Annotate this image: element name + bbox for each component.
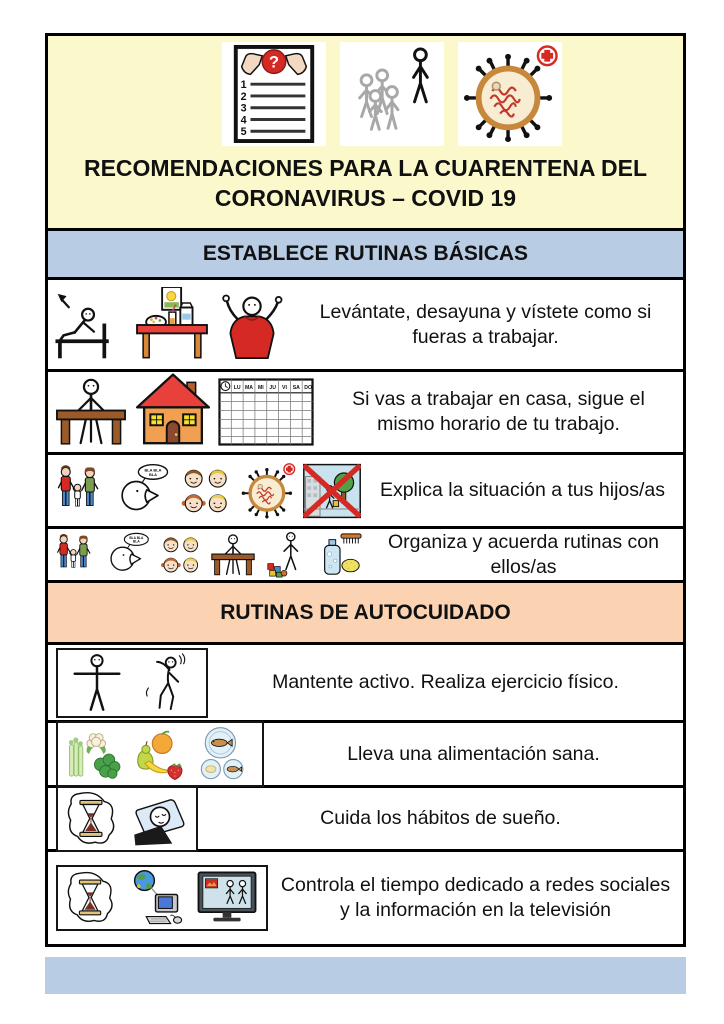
family-icon	[54, 532, 100, 578]
header-pictograms	[170, 42, 562, 146]
poster-header	[48, 36, 683, 228]
internet-icon	[130, 869, 188, 927]
row-pictograms	[54, 373, 314, 451]
social-distance-icon	[340, 42, 444, 146]
row-pictograms	[54, 461, 362, 521]
fish-meal-icon	[198, 726, 254, 782]
play-icon	[262, 531, 310, 579]
vegetables-icon	[66, 725, 124, 783]
table-row	[48, 369, 683, 452]
desk-work-icon	[210, 532, 256, 578]
section-header-rutinas-autocuidado: RUTINAS DE AUTOCUIDADO	[48, 580, 683, 642]
breakfast-icon	[134, 287, 210, 363]
next-section-band	[45, 957, 686, 994]
row-text: Controla el tiempo dedicado a redes sociales y la información en la televisión	[280, 874, 671, 921]
coronavirus-icon	[458, 42, 562, 146]
row-text: Levántate, desayuna y vístete como si fueras a trabajar.	[319, 300, 652, 348]
weekly-schedule-icon	[218, 378, 314, 446]
row-pictograms	[56, 648, 208, 718]
table-row	[48, 785, 683, 849]
page-title-line1: RECOMENDACIONES PARA LA CUARENTENA DEL	[83, 155, 648, 181]
row-text: Lleva una alimentación sana.	[347, 742, 600, 765]
children-icon	[178, 463, 234, 519]
row-pictograms	[56, 786, 198, 852]
table-row	[48, 277, 683, 369]
row-text: Si vas a trabajar en casa, sigue el mismo horario de tu trabajo.	[352, 388, 645, 435]
row-text: Cuida los hábitos de sueño.	[320, 807, 561, 830]
hourglass-icon	[66, 870, 122, 926]
standing-icon	[66, 652, 128, 714]
row-pictograms	[54, 287, 288, 363]
getting-dressed-icon	[216, 289, 288, 361]
table-row	[48, 849, 683, 944]
family-icon	[54, 463, 110, 519]
row-text: Organiza y acuerda rutinas con ellos/as	[388, 530, 659, 578]
row-text: Explica la situación a tus hijos/as	[379, 479, 666, 502]
table-row	[48, 526, 683, 580]
desk-work-icon	[54, 375, 128, 449]
section-header-rutinas-basicas: ESTABLECE RUTINAS BÁSICAS	[48, 228, 683, 277]
coronavirus-icon	[240, 463, 296, 519]
fruits-icon	[132, 725, 190, 783]
house-icon	[134, 373, 212, 451]
page-title-line2: CORONAVIRUS – COVID 19	[214, 185, 517, 212]
poster-table	[45, 33, 686, 947]
table-row	[48, 452, 683, 526]
table-row	[48, 642, 683, 720]
talking-icon	[116, 463, 172, 519]
table-row	[48, 720, 683, 785]
row-text: Mantente activo. Realiza ejercicio físico.	[272, 671, 619, 694]
talking-icon	[106, 532, 152, 578]
children-icon	[158, 532, 204, 578]
getting-up-icon	[54, 288, 128, 362]
row-pictograms	[56, 865, 268, 931]
row-pictograms	[54, 531, 364, 579]
exercise-icon	[136, 652, 198, 714]
row-pictograms	[56, 721, 264, 787]
no-going-out-icon	[302, 461, 362, 521]
page-title	[84, 153, 647, 214]
sleeping-icon	[132, 791, 188, 847]
hourglass-icon	[66, 790, 124, 848]
hygiene-icon	[316, 531, 364, 579]
television-icon	[196, 870, 258, 927]
rules-list-icon	[222, 42, 326, 146]
